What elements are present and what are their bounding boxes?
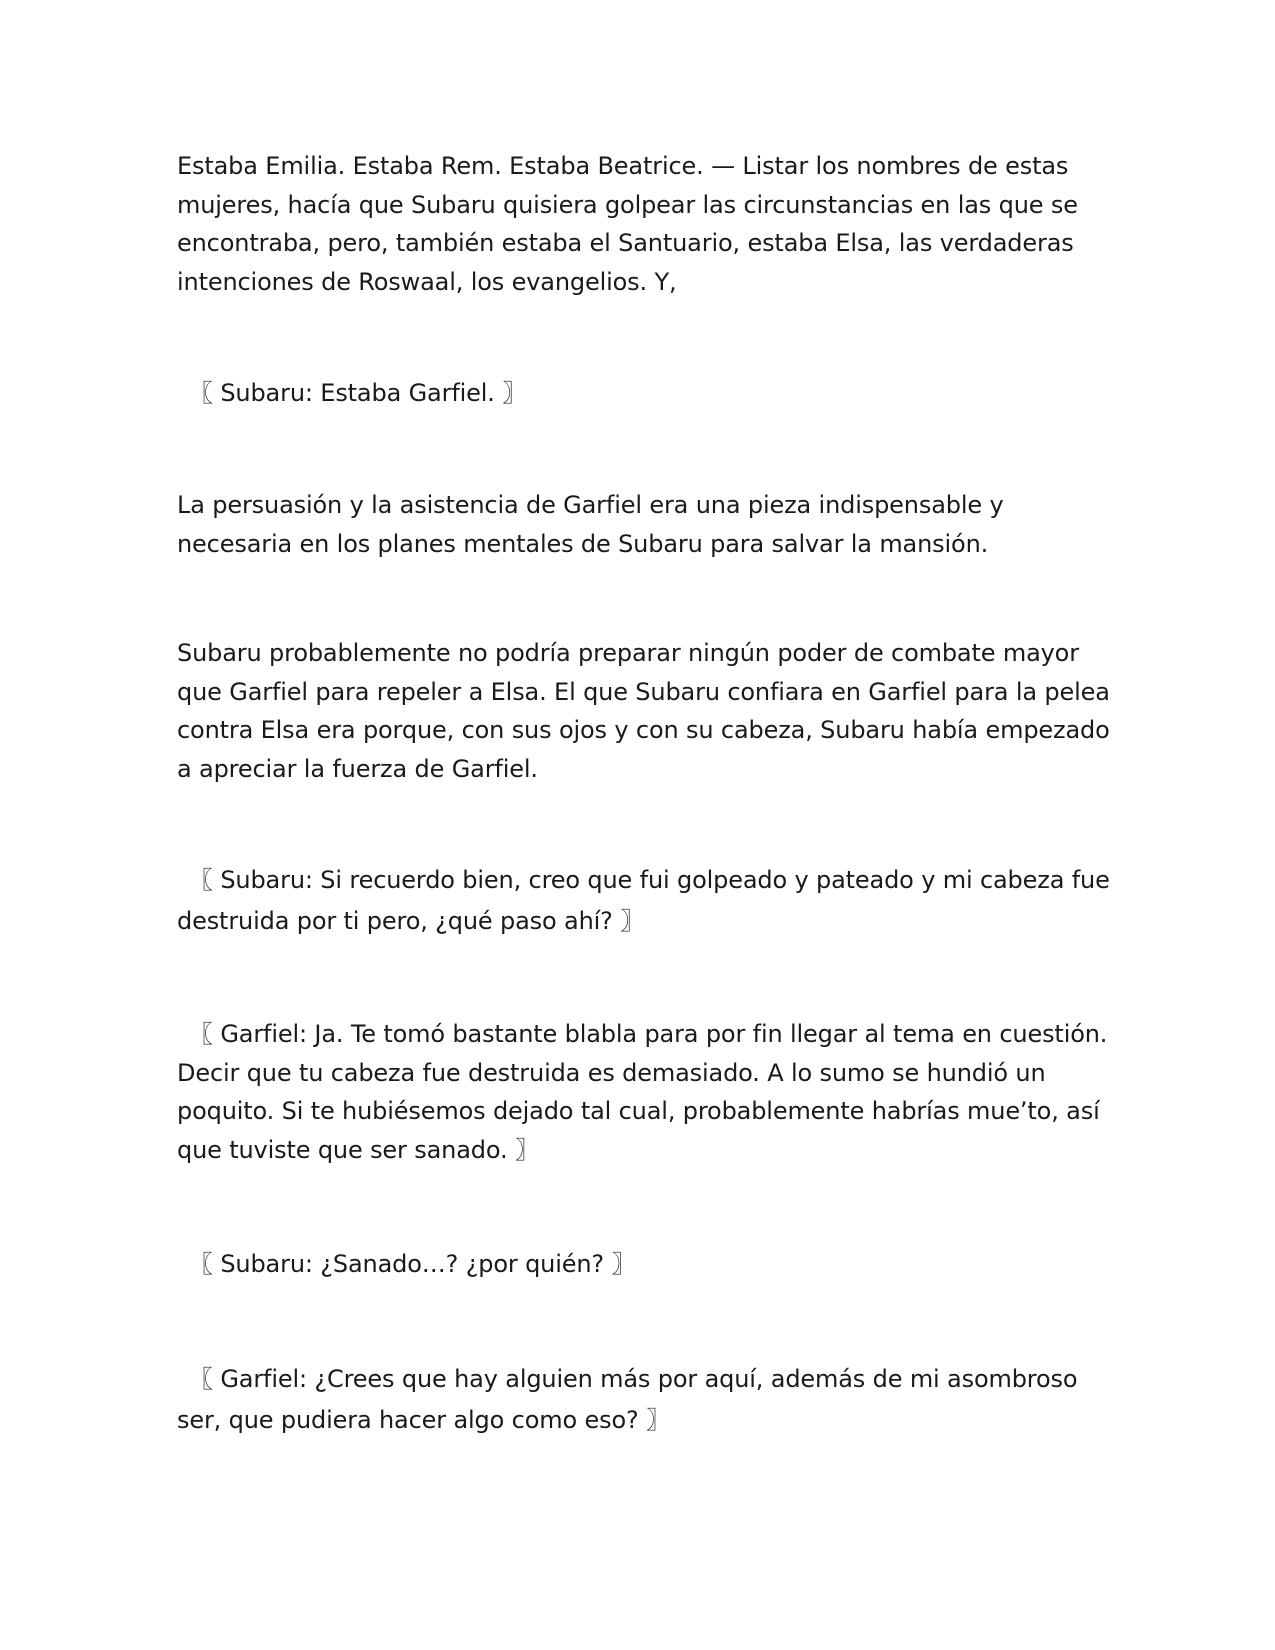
narration-paragraph: La persuasión y la asistencia de Garfiel era una pieza indispensable y necesaria en los planes mentales de Subaru para salvar la mansión. — [177, 491, 1004, 558]
dialogue-paragraph: 〖 Garfiel: ¿Crees que hay alguien más por aquí, además de mi asombroso ser, que pudiera hacer algo como eso? 〗 — [177, 1365, 1078, 1434]
dialogue-paragraph: 〖 Subaru: ¿Sanado…? ¿por quién? 〗 — [189, 1250, 636, 1278]
dialogue-paragraph: 〖 Subaru: Estaba Garfiel. 〗 — [189, 379, 527, 407]
dialogue-paragraph: 〖 Garfiel: Ja. Te tomó bastante blabla para por fin llegar al tema en cuestión. Decir que tu cabeza fue destruida es demasiado. A lo sumo se hundió un poquito. Si te hubiésemos dejado tal cual, probablemente habrías mue’to, así que tuviste que ser sanado. 〗 — [177, 1020, 1108, 1164]
narration-paragraph: Subaru probablemente no podría preparar ningún poder de combate mayor que Garfiel para repeler a Elsa. El que Subaru confiara en Garfiel para la pelea contra Elsa era porque, con sus ojos y con su cabeza, Subaru había empezado a apreciar la fuerza de Garfiel. — [177, 639, 1110, 783]
narration-paragraph: Estaba Emilia. Estaba Rem. Estaba Beatrice. — Listar los nombres de estas mujeres, hacía que Subaru quisiera golpear las circunstancias en las que se encontraba, pero, también estaba el Santuario, estaba Elsa, las verdaderas intenciones de Roswaal, los evangelios. Y, — [177, 152, 1078, 296]
dialogue-paragraph: 〖 Subaru: Si recuerdo bien, creo que fui golpeado y pateado y mi cabeza fue destruida por ti pero, ¿qué paso ahí? 〗 — [177, 866, 1110, 935]
